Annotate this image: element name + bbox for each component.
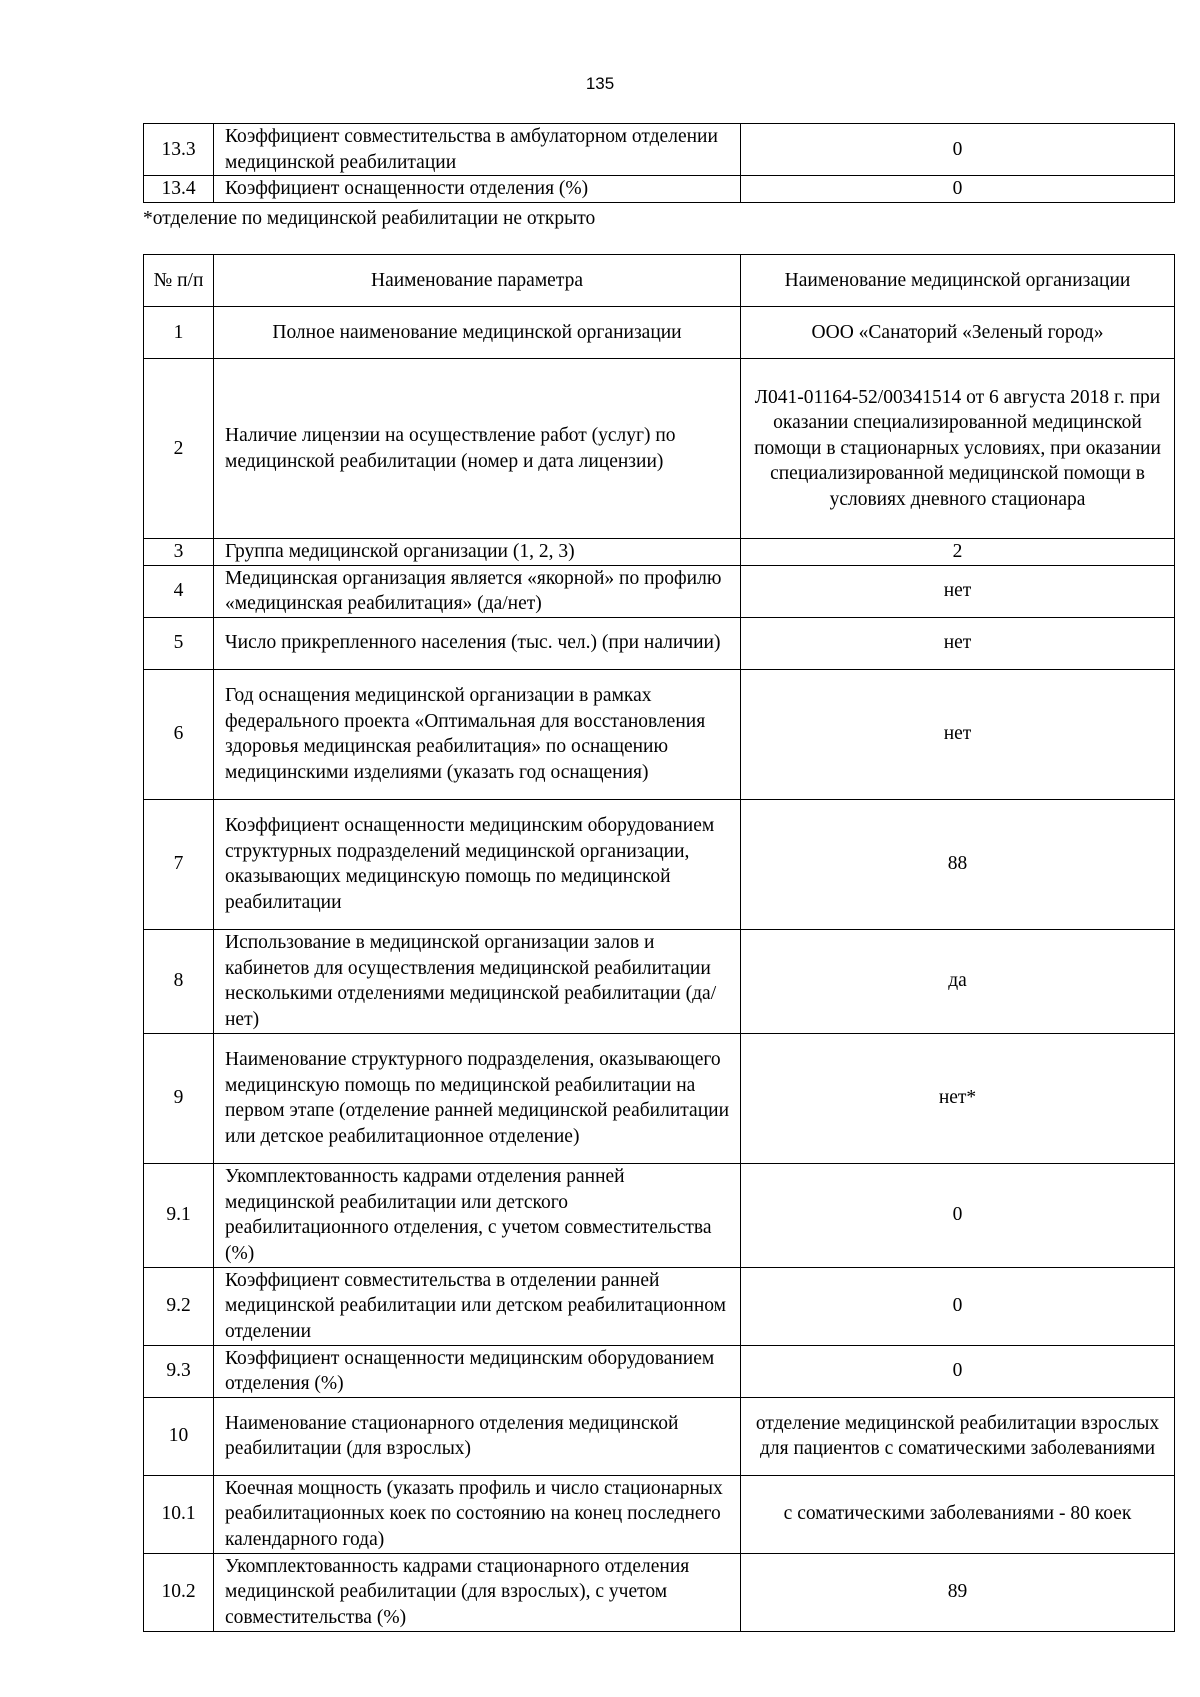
table-row xyxy=(144,1163,1175,1267)
row-number: 9 xyxy=(144,1033,214,1163)
param-value: да xyxy=(741,929,1175,1033)
param-name: Укомплектованность кадрами стационарного отделения медицинской реабилитации (для взрослых), с учетом совместительства (%) xyxy=(214,1553,741,1631)
param-name: Коэффициент совместительства в отделении ранней медицинской реабилитации или детском реабилитационном отделении xyxy=(214,1267,741,1345)
row-number: 9.1 xyxy=(144,1163,214,1267)
table-row xyxy=(144,1475,1175,1553)
param-value: 0 xyxy=(741,176,1175,203)
param-name: Наименование структурного подразделения, оказывающего медицинскую помощь по медицинской реабилитации на первом этапе (отделение ранней медицинской реабилитации или детское реабилитационное отделение) xyxy=(214,1033,741,1163)
table-row xyxy=(144,669,1175,799)
row-number: 5 xyxy=(144,617,214,669)
table-row xyxy=(144,176,1175,203)
param-name: Год оснащения медицинской организации в рамках федерального проекта «Оптимальная для восстановления здоровья медицинская реабилитация» по оснащению медицинскими изделиями (указать год оснащения) xyxy=(214,669,741,799)
table-row xyxy=(144,1553,1175,1631)
row-number: 9.3 xyxy=(144,1345,214,1397)
param-value: нет* xyxy=(741,1033,1175,1163)
param-value: 88 xyxy=(741,799,1175,929)
param-name: Число прикрепленного населения (тыс. чел.) (при наличии) xyxy=(214,617,741,669)
row-number: 7 xyxy=(144,799,214,929)
row-number: 10.1 xyxy=(144,1475,214,1553)
table-row xyxy=(144,359,1175,539)
table-row xyxy=(144,1397,1175,1475)
table-row xyxy=(144,307,1175,359)
param-name: Коэффициент оснащенности отделения (%) xyxy=(214,176,741,203)
top-table xyxy=(143,123,1175,203)
param-value: 2 xyxy=(741,539,1175,566)
param-value: нет xyxy=(741,669,1175,799)
param-value: 0 xyxy=(741,1163,1175,1267)
row-number: 10.2 xyxy=(144,1553,214,1631)
param-name: Наличие лицензии на осуществление работ (услуг) по медицинской реабилитации (номер и дата лицензии) xyxy=(214,359,741,539)
param-name: Медицинская организация является «якорной» по профилю «медицинская реабилитация» (да/нет) xyxy=(214,565,741,617)
table-row xyxy=(144,929,1175,1033)
main-table xyxy=(143,254,1175,1632)
param-name: Коэффициент оснащенности медицинским оборудованием структурных подразделений медицинской организации, оказывающих медицинскую помощь по медицинской реабилитации xyxy=(214,799,741,929)
param-name: Использование в медицинской организации залов и кабинетов для осуществления медицинской реабилитации несколькими отделениями медицинской реабилитации (да/нет) xyxy=(214,929,741,1033)
table-row xyxy=(144,617,1175,669)
param-value: 89 xyxy=(741,1553,1175,1631)
table-row xyxy=(144,539,1175,566)
table-row xyxy=(144,1033,1175,1163)
row-number: 1 xyxy=(144,307,214,359)
table-row xyxy=(144,124,1175,176)
row-number: 10 xyxy=(144,1397,214,1475)
footnote: *отделение по медицинской реабилитации не открыто xyxy=(143,208,596,229)
row-number: 8 xyxy=(144,929,214,1033)
page-number: 135 xyxy=(585,74,615,93)
param-name: Группа медицинской организации (1, 2, 3) xyxy=(214,539,741,566)
param-value: нет xyxy=(741,565,1175,617)
table-row xyxy=(144,799,1175,929)
param-name: Коэффициент оснащенности медицинским оборудованием отделения (%) xyxy=(214,1345,741,1397)
table-header-row xyxy=(144,255,1175,307)
row-number: 3 xyxy=(144,539,214,566)
param-value: 0 xyxy=(741,1267,1175,1345)
param-name: Укомплектованность кадрами отделения ранней медицинской реабилитации или детского реабилитационного отделения, с учетом совместительства (%) xyxy=(214,1163,741,1267)
param-value: нет xyxy=(741,617,1175,669)
row-number: 2 xyxy=(144,359,214,539)
param-value: 0 xyxy=(741,124,1175,176)
row-number: 9.2 xyxy=(144,1267,214,1345)
param-name: Наименование стационарного отделения медицинской реабилитации (для взрослых) xyxy=(214,1397,741,1475)
param-value: 0 xyxy=(741,1345,1175,1397)
header-value: Наименование медицинской организации xyxy=(741,255,1175,307)
param-value: ООО «Санаторий «Зеленый город» xyxy=(741,307,1175,359)
table-row xyxy=(144,565,1175,617)
param-name: Полное наименование медицинской организации xyxy=(214,307,741,359)
param-value: Л041-01164-52/00341514 от 6 августа 2018 г. при оказании специализированной медицинской помощи в стационарных условиях, при оказании специализированной медицинской помощи в условиях дневного стационара xyxy=(741,359,1175,539)
header-param: Наименование параметра xyxy=(214,255,741,307)
param-value: отделение медицинской реабилитации взрослых для пациентов с соматическими заболеваниями xyxy=(741,1397,1175,1475)
table-row xyxy=(144,1345,1175,1397)
row-number: 4 xyxy=(144,565,214,617)
row-number: 6 xyxy=(144,669,214,799)
param-name: Коечная мощность (указать профиль и число стационарных реабилитационных коек по состоянию на конец последнего календарного года) xyxy=(214,1475,741,1553)
header-num: № п/п xyxy=(144,255,214,307)
param-value: с соматическими заболеваниями - 80 коек xyxy=(741,1475,1175,1553)
table-row xyxy=(144,1267,1175,1345)
row-number: 13.4 xyxy=(144,176,214,203)
row-number: 13.3 xyxy=(144,124,214,176)
param-name: Коэффициент совместительства в амбулаторном отделении медицинской реабилитации xyxy=(214,124,741,176)
